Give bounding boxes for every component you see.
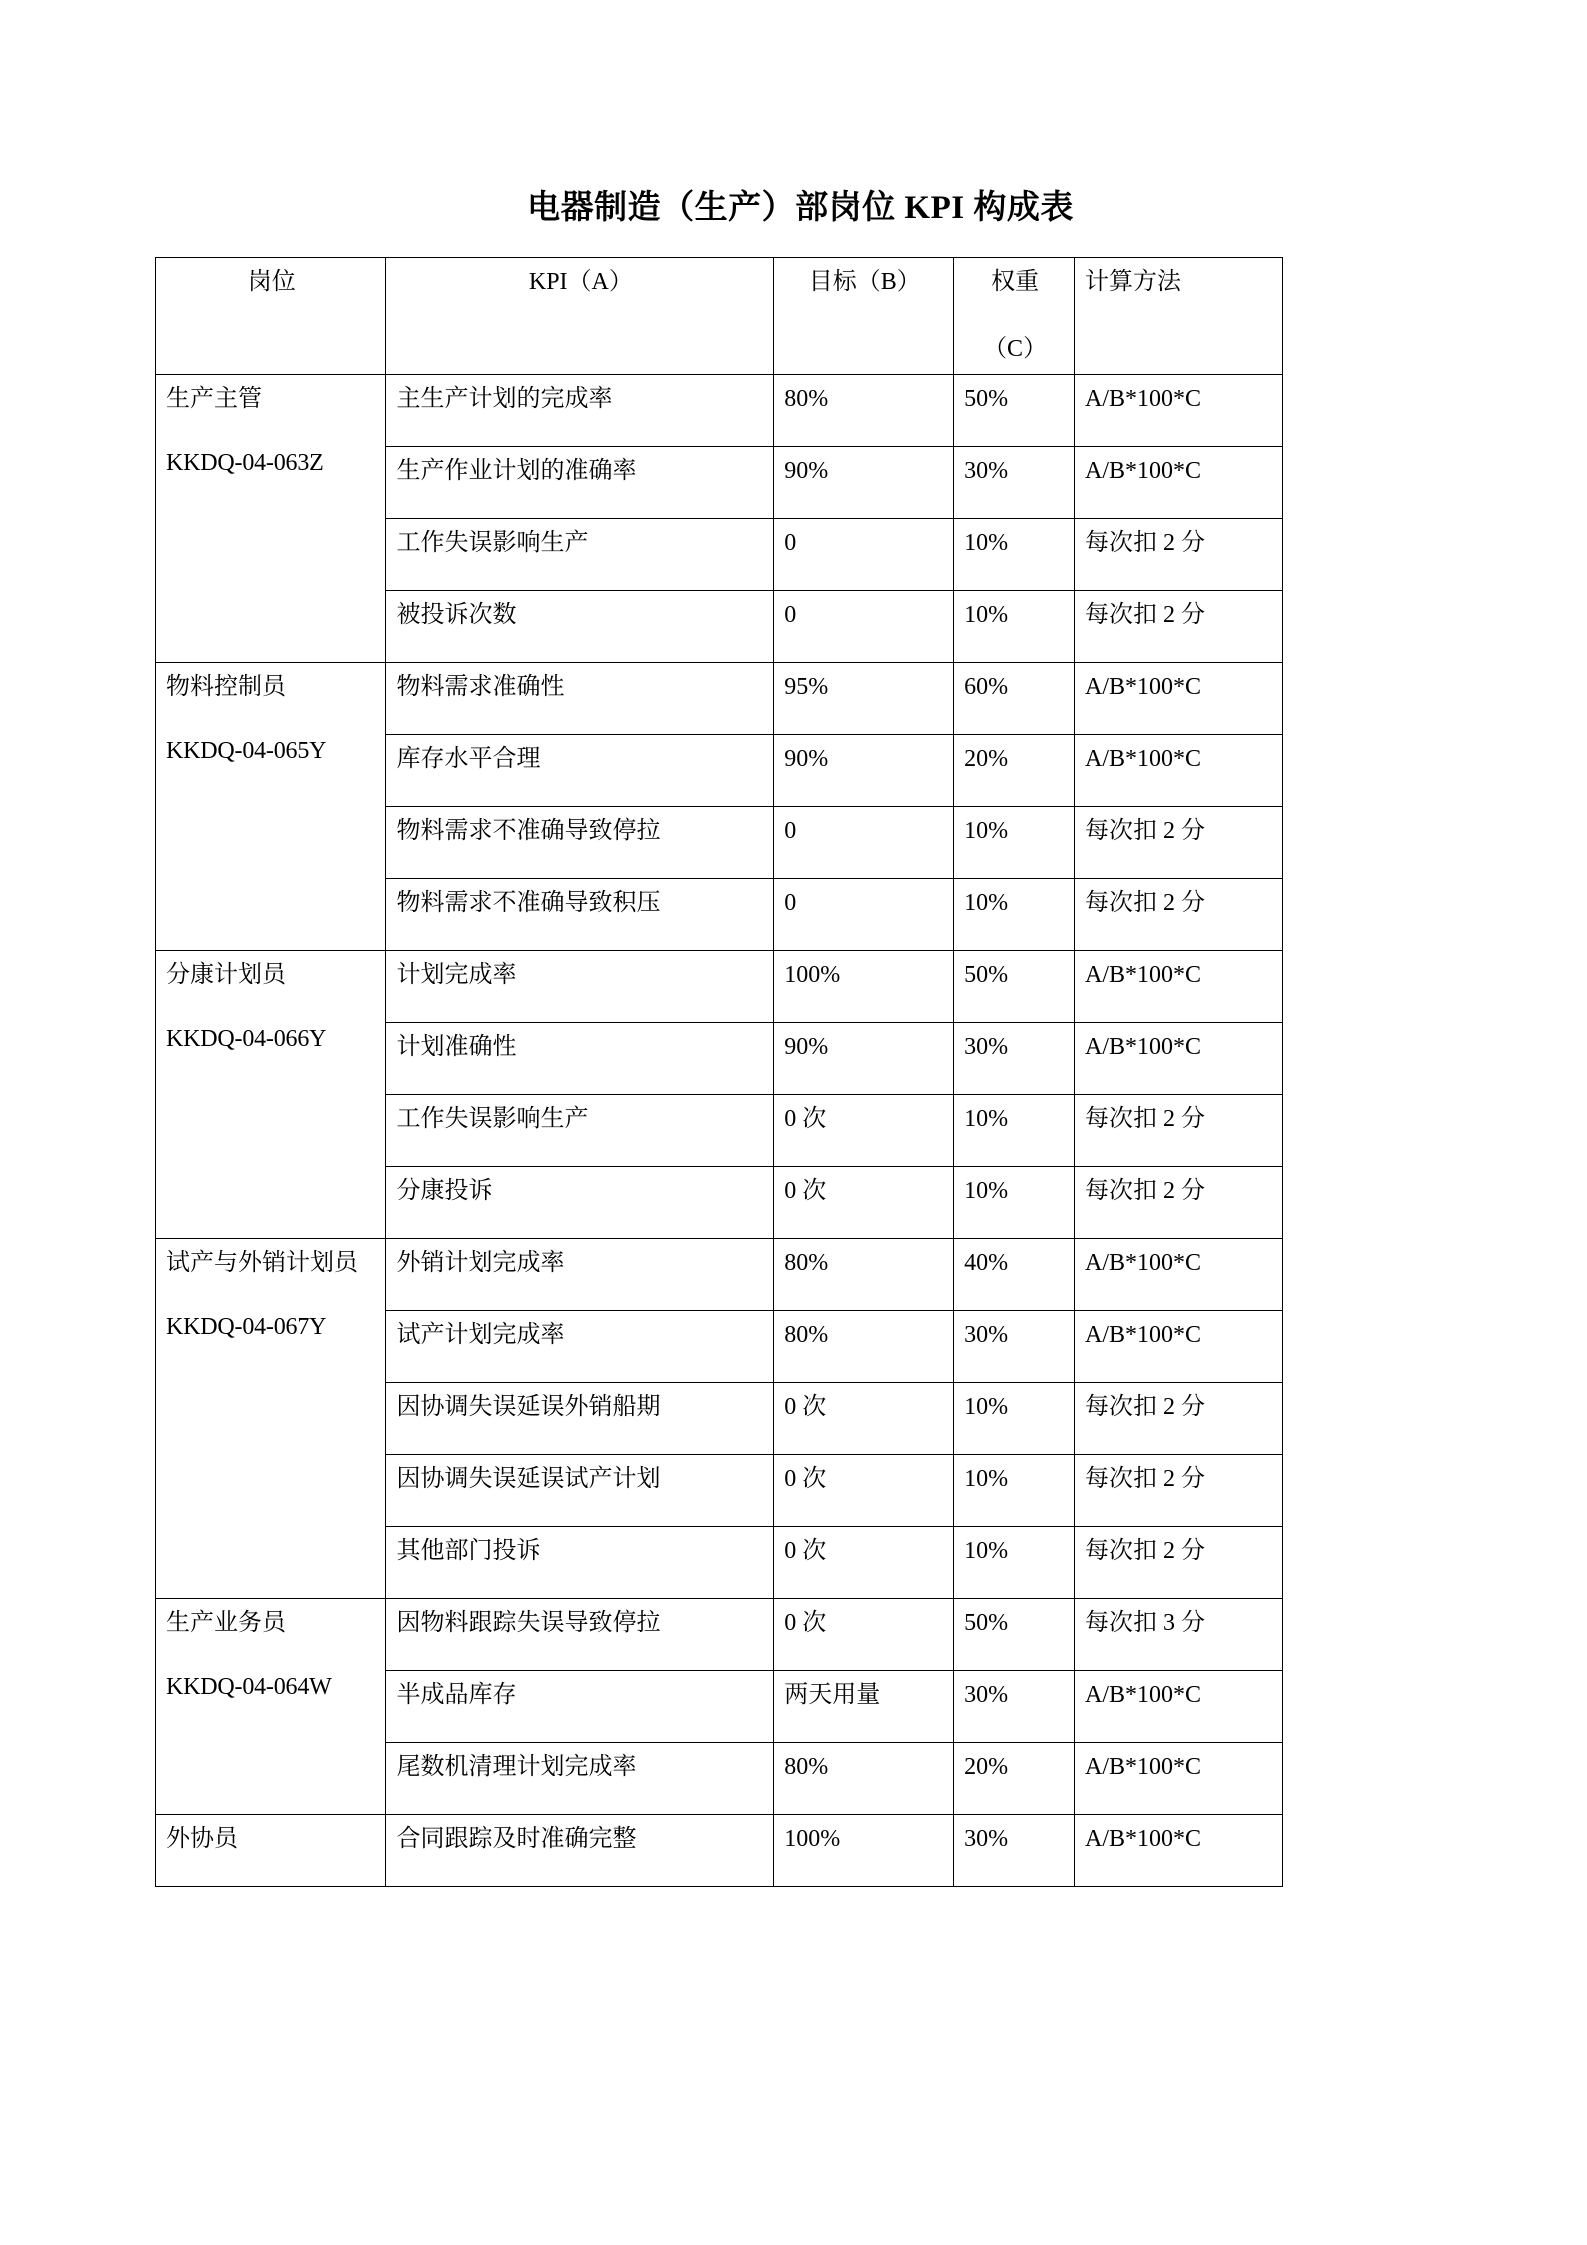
position-name: 生产主管 [166, 385, 262, 412]
method-cell: 每次扣 2 分 [1075, 1166, 1283, 1238]
target-cell: 90% [774, 446, 954, 518]
weight-cell: 10% [954, 1382, 1075, 1454]
weight-cell: 40% [954, 1238, 1075, 1310]
weight-cell: 20% [954, 734, 1075, 806]
weight-cell: 50% [954, 950, 1075, 1022]
method-cell: A/B*100*C [1075, 1670, 1283, 1742]
target-cell: 0 次 [774, 1526, 954, 1598]
column-header-weight-sublabel: （C） [983, 335, 1048, 362]
kpi-cell: 尾数机清理计划完成率 [386, 1742, 774, 1814]
target-cell: 0 次 [774, 1094, 954, 1166]
method-cell: A/B*100*C [1075, 1814, 1283, 1886]
target-cell: 0 次 [774, 1382, 954, 1454]
method-cell: A/B*100*C [1075, 374, 1283, 446]
method-cell: A/B*100*C [1075, 446, 1283, 518]
method-cell: 每次扣 2 分 [1075, 1526, 1283, 1598]
kpi-cell: 工作失误影响生产 [386, 1094, 774, 1166]
method-cell: 每次扣 2 分 [1075, 518, 1283, 590]
kpi-cell: 物料需求不准确导致积压 [386, 878, 774, 950]
weight-cell: 10% [954, 1166, 1075, 1238]
weight-cell: 30% [954, 446, 1075, 518]
target-cell: 两天用量 [774, 1670, 954, 1742]
kpi-cell: 其他部门投诉 [386, 1526, 774, 1598]
position-code: KKDQ-04-065Y [166, 737, 327, 764]
position-code: KKDQ-04-067Y [166, 1313, 327, 1340]
kpi-cell: 物料需求不准确导致停拉 [386, 806, 774, 878]
kpi-cell: 分康投诉 [386, 1166, 774, 1238]
weight-cell: 10% [954, 806, 1075, 878]
target-cell: 0 次 [774, 1166, 954, 1238]
target-cell: 80% [774, 1310, 954, 1382]
column-header-position [156, 257, 386, 374]
target-cell: 100% [774, 950, 954, 1022]
kpi-cell: 主生产计划的完成率 [386, 374, 774, 446]
method-cell: 每次扣 2 分 [1075, 1454, 1283, 1526]
position-cell [156, 950, 386, 1238]
kpi-cell: 因协调失误延误试产计划 [386, 1454, 774, 1526]
target-cell: 0 [774, 518, 954, 590]
table-row [156, 662, 1283, 734]
weight-cell: 10% [954, 590, 1075, 662]
target-cell: 0 次 [774, 1598, 954, 1670]
method-cell: A/B*100*C [1075, 1310, 1283, 1382]
column-header-weight [954, 257, 1075, 374]
weight-cell: 20% [954, 1742, 1075, 1814]
target-cell: 0 [774, 878, 954, 950]
position-cell [156, 374, 386, 662]
target-cell: 80% [774, 1238, 954, 1310]
position-code: KKDQ-04-064W [166, 1673, 332, 1700]
column-header-position-label: 岗位 [247, 268, 296, 295]
position-name: 物料控制员 [166, 673, 286, 700]
target-cell: 90% [774, 734, 954, 806]
weight-cell: 10% [954, 518, 1075, 590]
weight-cell: 50% [954, 1598, 1075, 1670]
kpi-cell: 试产计划完成率 [386, 1310, 774, 1382]
position-cell [156, 1238, 386, 1598]
position-code: KKDQ-04-066Y [166, 1025, 327, 1052]
target-cell: 95% [774, 662, 954, 734]
position-code: KKDQ-04-063Z [166, 449, 324, 476]
weight-cell: 30% [954, 1670, 1075, 1742]
kpi-cell: 计划完成率 [386, 950, 774, 1022]
method-cell: 每次扣 2 分 [1075, 1094, 1283, 1166]
weight-cell: 30% [954, 1310, 1075, 1382]
weight-cell: 30% [954, 1022, 1075, 1094]
position-name: 外协员 [166, 1825, 238, 1852]
kpi-cell: 生产作业计划的准确率 [386, 446, 774, 518]
kpi-cell: 计划准确性 [386, 1022, 774, 1094]
method-cell: A/B*100*C [1075, 1238, 1283, 1310]
method-cell: A/B*100*C [1075, 662, 1283, 734]
weight-cell: 30% [954, 1814, 1075, 1886]
method-cell: 每次扣 2 分 [1075, 590, 1283, 662]
method-cell: A/B*100*C [1075, 1022, 1283, 1094]
target-cell: 80% [774, 374, 954, 446]
method-cell: 每次扣 2 分 [1075, 878, 1283, 950]
position-name: 分康计划员 [166, 961, 286, 988]
kpi-cell: 外销计划完成率 [386, 1238, 774, 1310]
target-cell: 0 [774, 590, 954, 662]
weight-cell: 50% [954, 374, 1075, 446]
column-header-weight-label: 权重 [991, 268, 1040, 295]
method-cell: A/B*100*C [1075, 1742, 1283, 1814]
kpi-cell: 库存水平合理 [386, 734, 774, 806]
table-header-row [156, 257, 1283, 374]
table-row [156, 950, 1283, 1022]
position-name: 试产与外销计划员 [166, 1249, 358, 1276]
table-row [156, 1238, 1283, 1310]
position-name: 生产业务员 [166, 1609, 286, 1636]
weight-cell: 10% [954, 878, 1075, 950]
kpi-cell: 工作失误影响生产 [386, 518, 774, 590]
column-header-kpi [386, 257, 774, 374]
kpi-cell: 被投诉次数 [386, 590, 774, 662]
method-cell: A/B*100*C [1075, 734, 1283, 806]
kpi-cell: 因协调失误延误外销船期 [386, 1382, 774, 1454]
method-cell: 每次扣 2 分 [1075, 806, 1283, 878]
column-header-method-label: 计算方法 [1085, 268, 1181, 295]
kpi-cell: 半成品库存 [386, 1670, 774, 1742]
position-cell [156, 1598, 386, 1814]
column-header-target [774, 257, 954, 374]
column-header-method [1075, 257, 1283, 374]
kpi-cell: 合同跟踪及时准确完整 [386, 1814, 774, 1886]
target-cell: 0 次 [774, 1454, 954, 1526]
table-row [156, 1814, 1283, 1886]
target-cell: 0 [774, 806, 954, 878]
kpi-cell: 物料需求准确性 [386, 662, 774, 734]
method-cell: A/B*100*C [1075, 950, 1283, 1022]
kpi-cell: 因物料跟踪失误导致停拉 [386, 1598, 774, 1670]
column-header-target-label: 目标（B） [808, 268, 921, 295]
table-row [156, 374, 1283, 446]
method-cell: 每次扣 2 分 [1075, 1382, 1283, 1454]
weight-cell: 60% [954, 662, 1075, 734]
method-cell: 每次扣 3 分 [1075, 1598, 1283, 1670]
target-cell: 80% [774, 1742, 954, 1814]
target-cell: 100% [774, 1814, 954, 1886]
column-header-kpi-label: KPI（A） [528, 268, 633, 295]
weight-cell: 10% [954, 1454, 1075, 1526]
weight-cell: 10% [954, 1094, 1075, 1166]
table-row [156, 1598, 1283, 1670]
kpi-table-body [156, 257, 1283, 1886]
kpi-table [155, 257, 1283, 1887]
weight-cell: 10% [954, 1526, 1075, 1598]
position-cell [156, 662, 386, 950]
position-cell [156, 1814, 386, 1886]
page-title: 电器制造（生产）部岗位 KPI 构成表 [527, 190, 1074, 226]
target-cell: 90% [774, 1022, 954, 1094]
